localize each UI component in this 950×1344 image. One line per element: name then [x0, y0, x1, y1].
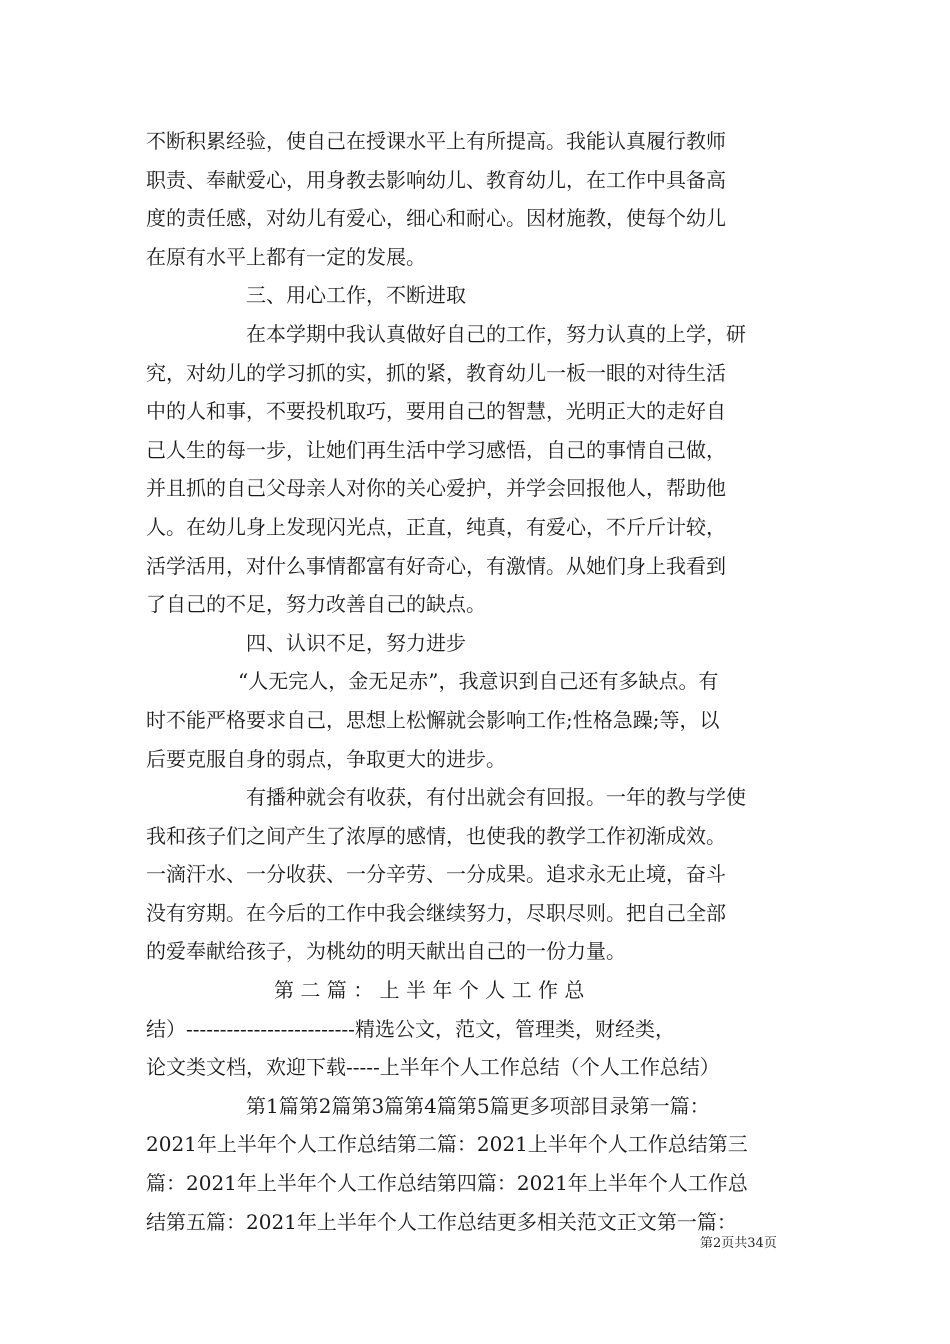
text-line: 活学活用，对什么事情都富有好奇心，有激情。从她们身上我看到 — [146, 553, 726, 578]
section-heading-4: 四、认识不足，努力进步 — [246, 630, 466, 655]
table-of-contents-line: 2021年上半年个人工作总结第二篇：2021上半年个人工作总结第三 — [146, 1132, 748, 1157]
text-line: 时不能严格要求自己，思想上松懈就会影响工作;性格急躁;等，以 — [146, 707, 720, 732]
text-line: “人无完人，金无足赤”，我意识到自己还有多缺点。有 — [238, 669, 719, 694]
table-of-contents-line: 结第五篇：2021年上半年个人工作总结更多相关范文正文第一篇： — [146, 1209, 737, 1234]
table-of-contents-line: 篇：2021年上半年个人工作总结第四篇：2021年上半年个人工作总 — [146, 1171, 748, 1196]
text-line: 没有穷期。在今后的工作中我会继续努力，尽职尽则。把自己全部 — [146, 900, 726, 925]
text-line: 结）-------------------------精选公文，范文，管理类，财经类， — [146, 1016, 675, 1041]
page-footer: 第2页共34页 — [700, 1236, 777, 1251]
text-line: 在本学期中我认真做好自己的工作，努力认真的上学，研 — [246, 321, 746, 346]
text-line: 在原有水平上都有一定的发展。 — [146, 244, 426, 269]
text-line: 不断积累经验，使自己在授课水平上有所提高。我能认真履行教师 — [146, 129, 726, 153]
table-of-contents-line: 第1篇第2篇第3篇第4篇第5篇更多项部目录第一篇： — [246, 1093, 710, 1118]
text-line: 后要克服自身的弱点，争取更大的进步。 — [146, 746, 506, 771]
text-line: 我和孩子们之间产生了浓厚的感情，也使我的教学工作初渐成效。 — [146, 823, 726, 848]
text-line: 并且抓的自己父母亲人对你的关心爱护，并学会回报他人，帮助他 — [146, 476, 726, 501]
section-heading-3: 三、用心工作，不断进取 — [246, 283, 466, 308]
text-line: 的爱奉献给孩子，为桃幼的明天献出自己的一份力量。 — [146, 939, 626, 964]
text-line: 人。在幼儿身上发现闪光点，正直，纯真，有爱心，不斤斤计较， — [146, 514, 726, 539]
text-line: 中的人和事，不要投机取巧，要用自己的智慧，光明正大的走好自 — [146, 399, 726, 424]
text-line: 论文类文档，欢迎下载-----上半年个人工作总结（个人工作总结） — [146, 1055, 720, 1080]
text-line: 度的责任感，对幼儿有爱心，细心和耐心。因材施教，使每个幼儿 — [146, 206, 726, 231]
text-line: 了自己的不足，努力改善自己的缺点。 — [146, 592, 486, 617]
text-line: 究，对幼儿的学习抓的实，抓的紧，教育幼儿一板一眼的对待生活 — [146, 360, 726, 385]
text-line: 己人生的每一步，让她们再生活中学习感悟，自己的事情自己做， — [146, 437, 726, 462]
body-text — [146, 122, 806, 1241]
text-line: 一滴汗水、一分收获、一分辛劳、一分成果。追求永无止境，奋斗 — [146, 862, 726, 887]
chapter-two-title: 第二篇：上半年个人工作总 — [274, 978, 591, 1003]
text-line: 有播种就会有收获，有付出就会有回报。一年的教与学使 — [246, 785, 746, 810]
text-line: 职责、奉献爱心，用身教去影响幼儿、教育幼儿，在工作中具备高 — [146, 167, 726, 192]
